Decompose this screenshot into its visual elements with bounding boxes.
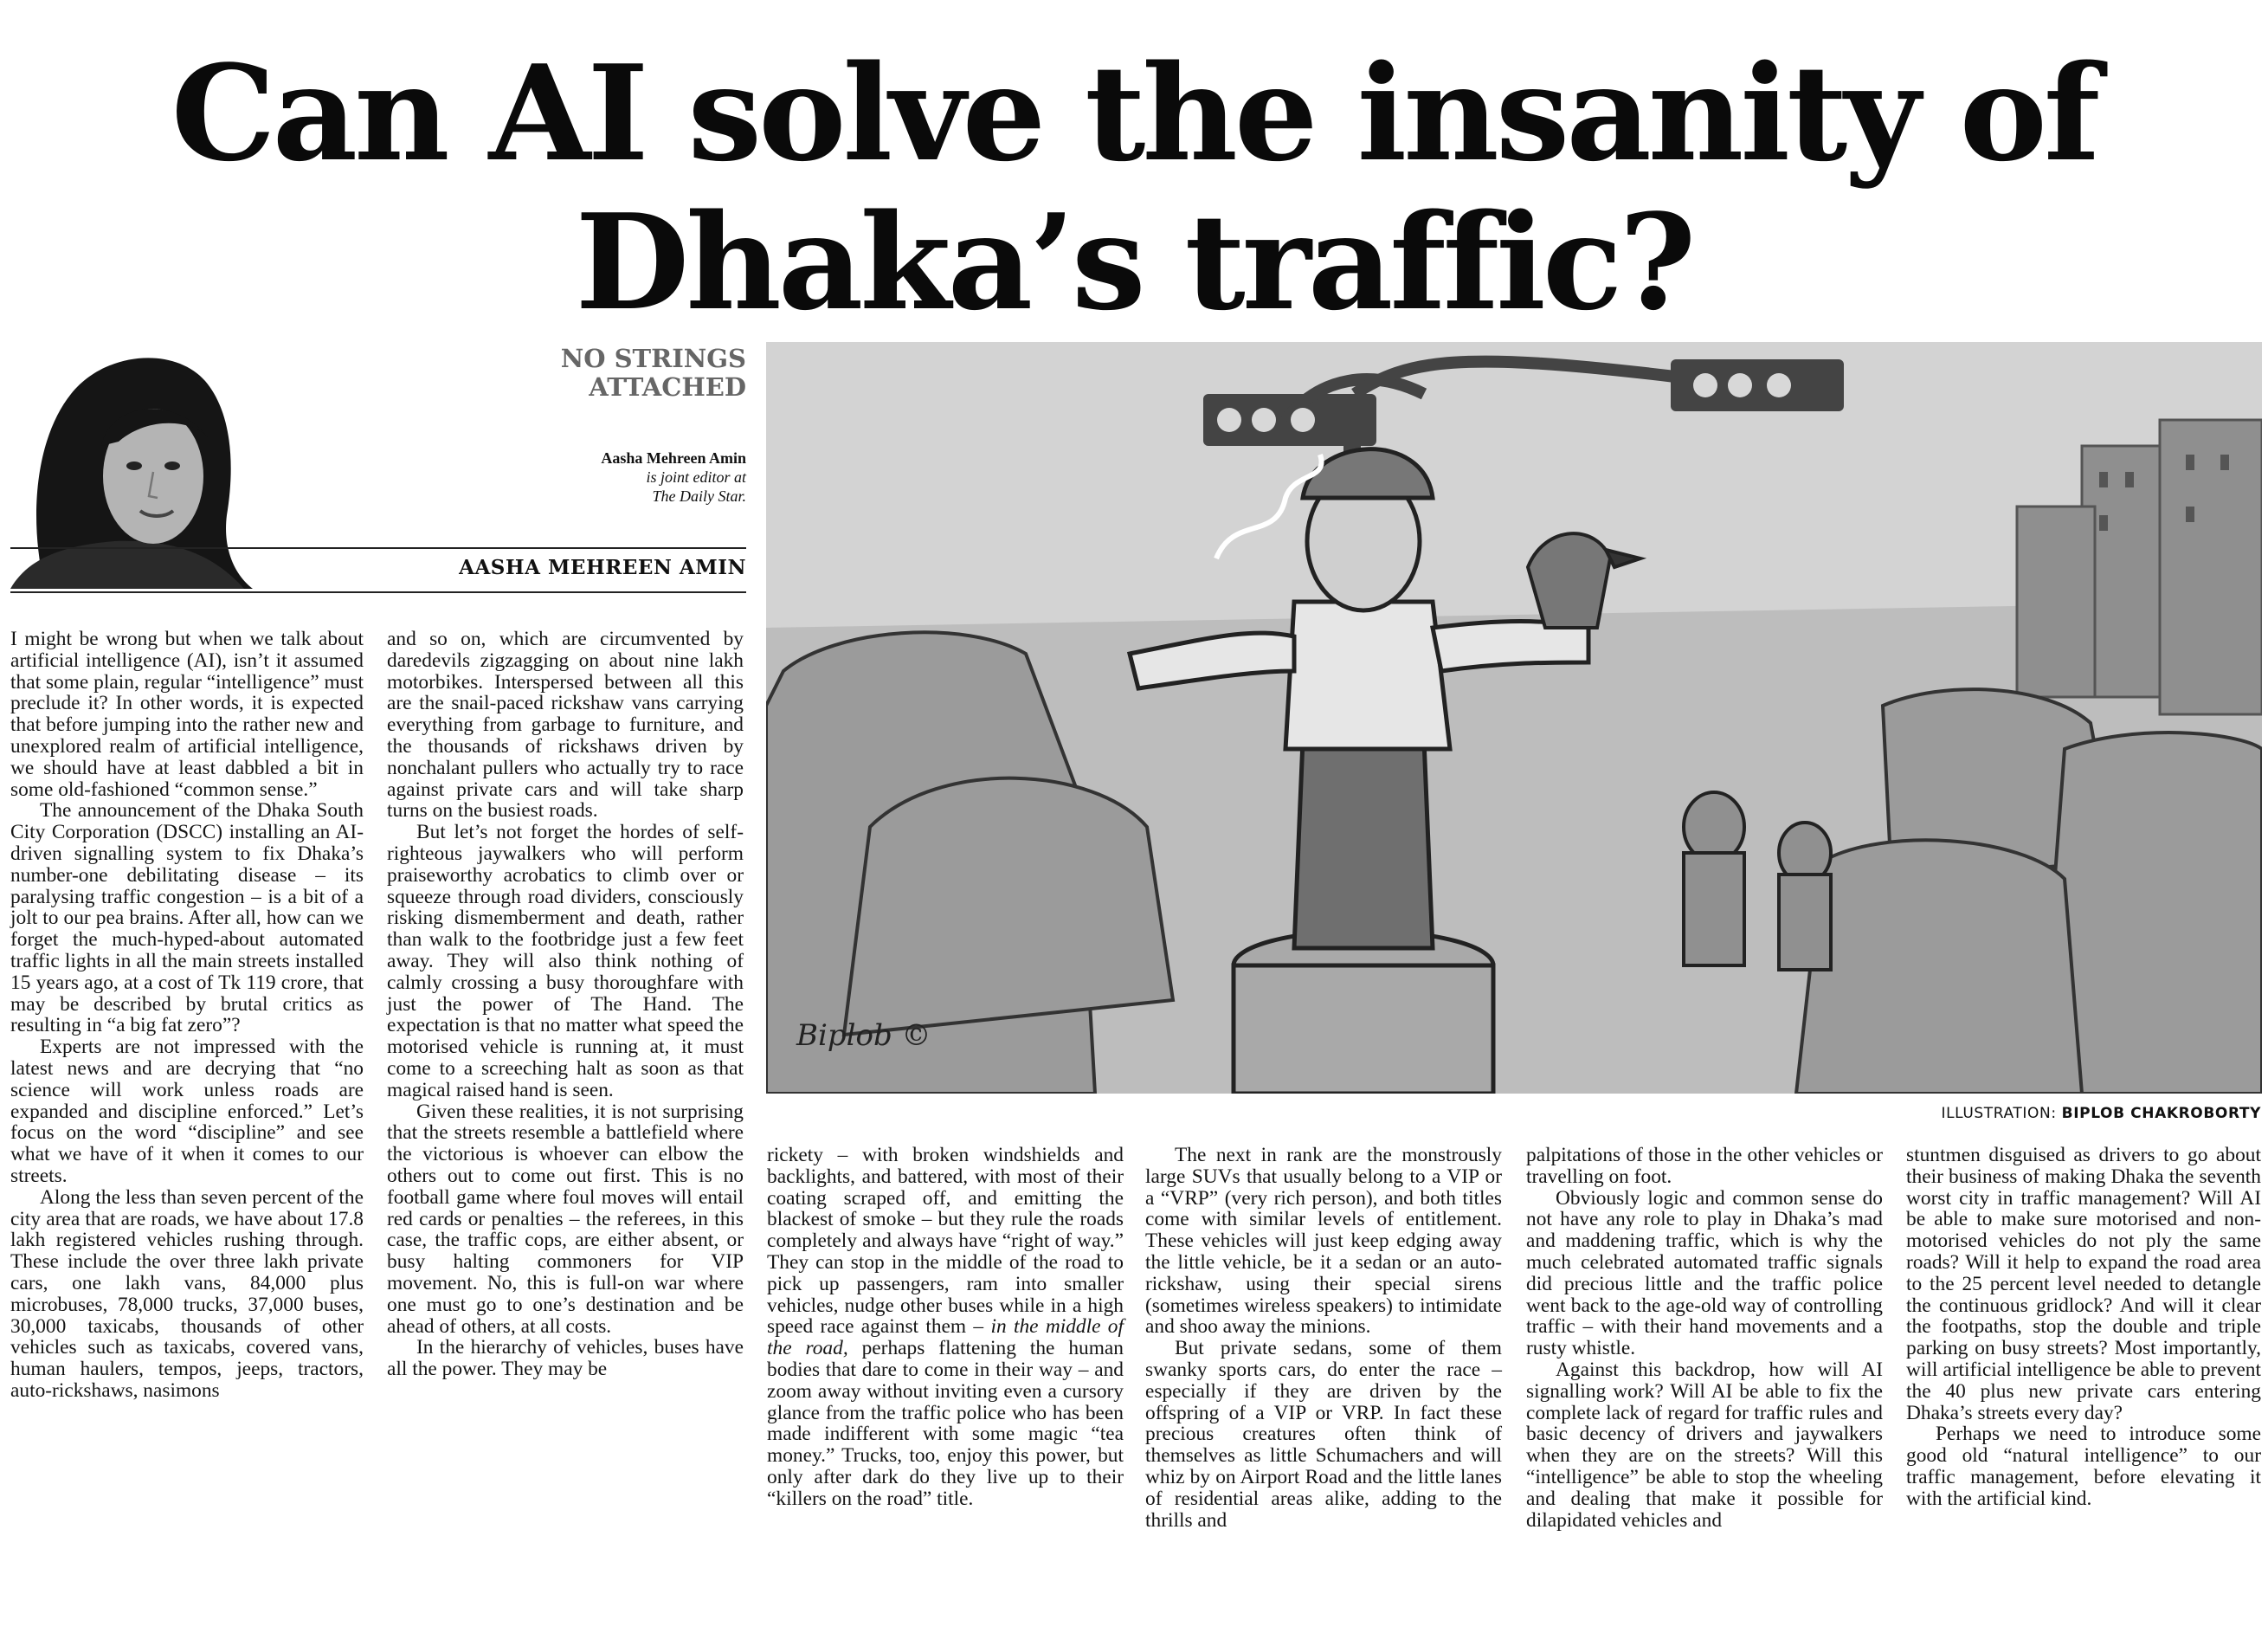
- paragraph: But let’s not forget the hordes of self-righteous jaywalkers who will perform praiseworthy acrobatics to climb over or squeeze through road dividers, consciously risking dismemberment and death, rather than walk to the footbridge just a few feet away. They will also think nothing of calmly crossing a busy thoroughfare with just the power of The Hand. The expectation is that no matter what speed the motorised vehicle is running at, it must come to a screeching halt as soon as that magical raised hand is seen.: [387, 821, 744, 1101]
- paragraph: But private sedans, some of them swanky sports cars, do enter the race – especially if they are driven by the offspring of a VIP or VRP. In fact these precious creatures often think of themselves as little Schumachers and will whiz by on Airport Road and the little lanes of residential areas alike, adding to the thrills and: [1145, 1337, 1502, 1532]
- illustration-credit: [1941, 1105, 2261, 1122]
- column-name: [561, 345, 746, 402]
- headline-line-1: Can AI solve the insanity of: [171, 36, 2097, 190]
- bio-name: Aasha Mehreen Amin: [601, 449, 746, 467]
- byline-rule-bottom: [10, 591, 746, 593]
- paragraph: I might be wrong but when we talk about artificial intelligence (AI), isn’t it assumed that some plain, regular “intelligence” must preclude it? In other words, it is expected that before jumping into the rather new and unexplored realm of artificial intelligence, we should have at least dabbled a bit in some old-fashioned “common sense.”: [10, 628, 364, 801]
- paragraph: Perhaps we need to introduce some good old “natural intelligence” to our traffic management, before elevating it with the artificial kind.: [1906, 1423, 2261, 1510]
- article-column-3: [767, 1145, 1124, 1510]
- byline: AASHA MEHREEN AMIN: [459, 556, 746, 579]
- article-column-6: [1906, 1145, 2261, 1510]
- column-name-line-1: NO STRINGS: [560, 344, 746, 373]
- paragraph: palpitations of those in the other vehicles or travelling on foot.: [1526, 1144, 1883, 1188]
- paragraph: Along the less than seven percent of the city area that are roads, we have about 17.8 lakh registered vehicles rushing through. These include the over three lakh private cars, one lakh vans, 84,000 plus microbuses, 78,000 trucks, 37,000 buses, 30,000 taxicabs, thousands of other vehicles such as taxicabs, covered vans, human haulers, tempos, jeeps, tractors, auto-rickshaws, nasimons: [10, 1185, 364, 1402]
- paragraph: Experts are not impressed with the latest news and are decrying that “no science will work unless roads are expanded and discipline enforced.” Let’s focus on the word “discipline” and see what we have of it when it comes to our streets.: [10, 1036, 364, 1187]
- author-bio: [601, 449, 746, 506]
- credit-label: ILLUSTRATION:: [1941, 1105, 2057, 1122]
- paragraph: [767, 1145, 1124, 1510]
- article-column-5: [1526, 1145, 1883, 1531]
- byline-rule-top: [10, 547, 746, 549]
- bio-role-line-1: is joint editor at: [646, 468, 746, 486]
- article-column-4: [1145, 1145, 1502, 1531]
- headline: [0, 36, 2268, 339]
- paragraph: Against this backdrop, how will AI signalling work? Will AI be able to fix the complete lack of regard for traffic rules and basic decency of drivers and jaywalkers when they are on the streets? Will this “intelligence” be able to stop the wheeling and dealing that make it possible for dilapidated vehicles and: [1526, 1358, 1883, 1532]
- column-name-line-2: ATTACHED: [589, 372, 746, 402]
- article-column-1: [10, 629, 364, 1402]
- paragraph: In the hierarchy of vehicles, buses have all the power. They may be: [387, 1336, 744, 1381]
- paragraph: The next in rank are the monstrously large SUVs that usually belong to a VIP or a “VRP” (very rich person), and both titles come with similar levels of entitlement. These vehicles will just keep edging away the little vehicle, be it a sedan or an auto-rickshaw, using their special sirens (sometimes wireless speakers) to intimidate and shoo away the minions.: [1145, 1144, 1502, 1339]
- text-run: rickety – with broken windshields and backlights, and battered, with most of their coating scraped off, and emitting the blackest of smoke – but they rule the roads completely and always have “right of way.” They can stop in the middle of the road to pick up passengers, ram into smaller vehicles, nudge other buses while in a high speed race against them –: [767, 1144, 1124, 1339]
- bio-role-line-2: The Daily Star.: [652, 487, 746, 505]
- traffic-cartoon-illustration: [766, 342, 2262, 1094]
- credit-name: BIPLOB CHAKROBORTY: [2061, 1105, 2261, 1122]
- paragraph: Obviously logic and common sense do not have any role to play in Dhaka’s mad and maddening traffic, which is why the much celebrated automated traffic signals did precious little and the traffic police went back to the age-old way of controlling traffic – with their hand movements and a rusty whistle.: [1526, 1186, 1883, 1360]
- article-column-2: [387, 629, 744, 1380]
- paragraph: and so on, which are circumvented by daredevils zigzagging on about nine lakh motorbikes. Interspersed between all this are the snail-paced rickshaw vans carrying everything from garbage to furniture, and the thousands of rickshaws driven by nonchalant pullers who actually try to race against private cars and will take sharp turns on the busiest roads.: [387, 628, 744, 823]
- author-portrait: [10, 342, 452, 589]
- paragraph: stuntmen disguised as drivers to go about their business of making Dhaka the seventh worst city in traffic management? Will AI be able to make sure motorised and non-motorised vehicles do not ply the same roads? Will it help to expand the road area to the 25 percent level needed to detangle the continuous gridlock? And will it clear the footpaths, stop the double and triple parking on busy streets? Most importantly, will artificial intelligence be able to prevent the 40 plus new private cars entering Dhaka’s streets every day?: [1906, 1144, 2261, 1424]
- illustration-signature: Biplob ©: [796, 1018, 931, 1053]
- paragraph: Given these realities, it is not surprising that the streets resemble a battlefield where the victorious is whoever can elbow the others out to come out first. This is no football game where foul moves will entail red cards or penalties – the referees, in this case, the traffic cops, are either absent, or busy halting commoners for VIP movement. No, this is full-on war where one must go to one’s destination and be ahead of others, at all costs.: [387, 1100, 744, 1338]
- headline-line-2: Dhaka’s traffic?: [575, 184, 1693, 339]
- text-run: perhaps flattening the human bodies that dare to come in their way – and zoom away without inviting even a cursory glance from the traffic police who has been made indifferent with some magic “tea money.” Trucks, too, enjoy this power, but only after dark do they live up to their “killers on the road” title.: [767, 1337, 1124, 1510]
- italic-phrase: in the middle of the road,: [767, 1315, 1124, 1360]
- paragraph: The announcement of the Dhaka South City Corporation (DSCC) installing an AI-driven signalling system to fix Dhaka’s number-one debilitating disease – its paralysing traffic congestion – is a bit of a jolt to our pea brains. After all, how can we forget the much-hyped-about automated traffic lights in all the main streets installed 15 years ago, at a cost of Tk 119 crore, that may be described by brutal critics as resulting in “a big fat zero”?: [10, 799, 364, 1037]
